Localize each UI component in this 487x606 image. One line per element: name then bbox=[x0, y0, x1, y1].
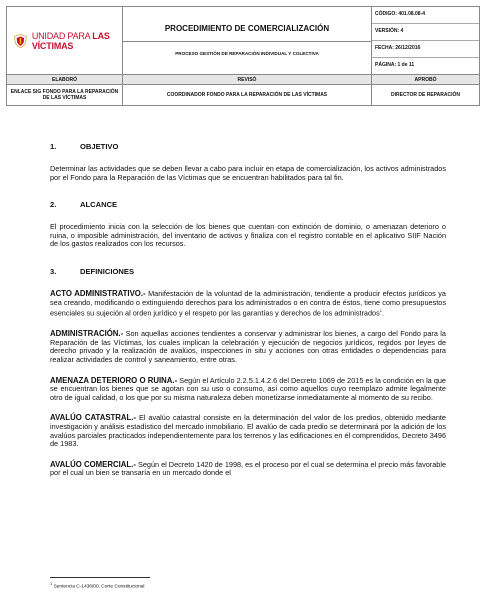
aprobo-label: APROBÓ bbox=[372, 75, 480, 85]
footnote: $^1$ Sentencia C-1436/00, Corte Constitucional bbox=[50, 581, 145, 590]
definition-avaluo-catastral: AVALÚO CATASTRAL.- El avalúo catastral consiste en la determinación del valor de los predios, obtenido mediante investigación y análisis estadístico del mercado inmobiliario. El avalúo de cada predio se determinará por la adición de los avalúos parciales practicados independientemente para los terrenos y las edificaciones en él comprendidos, Decreto 3496 de 1983. bbox=[50, 413, 446, 449]
section-heading-alcance: 2. ALCANCE bbox=[50, 200, 118, 210]
definition-acto-administrativo: ACTO ADMINISTRATIVO.- Manifestación de la voluntad de la administración, tendiente a producir efectos jurídicos ya sea creando, modificando o extinguiendo derechos para los administrados o en contra de éstos, tiene como presupuestos esenciales su sujeción al orden jurídico y el respeto por las garantías y derechos de los administrados$^1$. bbox=[50, 288, 446, 318]
shield-emblem-icon bbox=[13, 31, 28, 51]
document-subtitle: PROCESO GESTIÓN DE REPARACIÓN INDIVIDUAL Y COLECTIVA bbox=[175, 51, 319, 56]
meta-codigo: CÓDIGO: 401.08.08-4 bbox=[372, 7, 479, 24]
title-cell bbox=[123, 7, 372, 75]
footnote-ref: 1 bbox=[379, 308, 382, 314]
meta-fecha: FECHA: 26/12/2016 bbox=[372, 41, 479, 58]
document-body bbox=[50, 142, 446, 490]
section-text-objetivo: Determinar las actividades que se deben llevar a cabo para incluir en etapa de comercialización, los activos administrados por el Fondo para la Reparación de las Víctimas que se encuentran habilitados para tal fin. bbox=[50, 164, 446, 182]
document-title: PROCEDIMIENTO DE COMERCIALIZACIÓN bbox=[123, 16, 371, 42]
reviso-label: REVISÓ bbox=[123, 75, 372, 85]
aprobo-value: DIRECTOR DE REPARACIÓN bbox=[372, 85, 480, 106]
reviso-value: COORDINADOR FONDO PARA LA REPARACIÓN DE LAS VÍCTIMAS bbox=[123, 85, 372, 106]
logo-text-victimas: LAS VÍCTIMAS bbox=[31, 30, 110, 51]
footnote-divider bbox=[50, 577, 150, 578]
logo-cell bbox=[7, 7, 123, 75]
logo-text-unidad: UNIDAD PARA bbox=[31, 30, 93, 41]
meta-pagina: PÁGINA: 1 de 11 bbox=[375, 62, 415, 68]
definition-administracion: ADMINISTRACIÓN.- Son aquellas acciones tendientes a conservar y administrar los bienes, a cargo del Fondo para la Reparación de las Víctimas, los cuales implican la celebración y ejecución de negocios jurídicos, regidos por leyes de derecho privado y la realización de avalúos, inspecciones in situ y acciones con otras entidades o dependencias para realizar actividades de control y saneamiento, entre otras. bbox=[50, 329, 446, 364]
elaboro-label: ELABORÓ bbox=[7, 75, 123, 85]
unidad-victimas-logo bbox=[7, 31, 122, 51]
section-heading-definiciones: 3. DEFINICIONES bbox=[50, 266, 135, 276]
section-text-alcance: El procedimiento inicia con la selección de los bienes que cuentan con extinción de dominio, o amenazan deterioro o ruina, o imposible administración, del inventario de activos y finaliza con el registro contable en el aplicativo SIIF Nación de los gastos realizados con los recursos. bbox=[50, 222, 446, 249]
document-header-table bbox=[6, 6, 480, 106]
definition-avaluo-comercial: AVALÚO COMERCIAL.- Según el Decreto 1420 de 1998, es el proceso por el cual se determina el precio más favorable por el cual un bien se transaría en un mercado donde el bbox=[50, 459, 446, 478]
section-heading-objetivo: 1. OBJETIVO bbox=[50, 142, 119, 151]
elaboro-value: ENLACE SIG FONDO PARA LA REPARACIÓN DE LAS VÍCTIMAS bbox=[7, 85, 123, 106]
definition-amenaza-deterioro: AMENAZA DETERIORO O RUINA.- Según el Artículo 2.2.5.1.4.2.6 del Decreto 1069 de 2015 es la condición en la que se encuentran los bienes que se agotan con su uso o consumo, así como aquellos cuyo reemplazo admite legalmente otro de igual calidad, o los que por su misma naturaleza deben monetizarse inmediatamente al momento de su recibo. bbox=[50, 375, 446, 402]
meta-version: VERSIÓN: 4 bbox=[372, 24, 479, 41]
meta-cell bbox=[372, 7, 480, 75]
